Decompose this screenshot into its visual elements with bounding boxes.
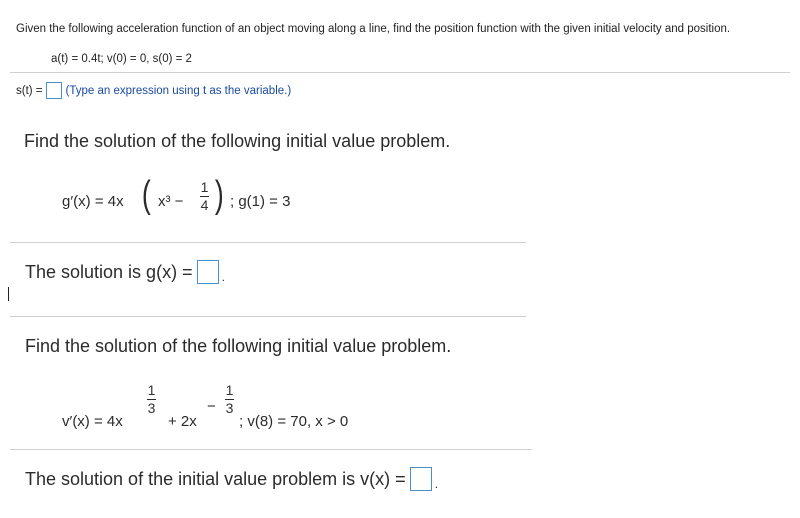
problem3-heading: Find the solution of the following initial value problem.: [25, 336, 452, 356]
problem3-answer-suffix: .: [434, 477, 439, 491]
exponent2-sign: −: [207, 398, 216, 415]
left-paren: (: [141, 174, 151, 216]
exponent1-denominator: 3: [147, 400, 156, 416]
problem3-answer-label: The solution of the initial value problem is v(x) =: [25, 468, 406, 489]
problem3-answer-box[interactable]: [410, 467, 432, 491]
problem2-eq-tail: ; g(1) = 3: [230, 193, 291, 210]
divider: [10, 316, 526, 317]
exponent1-numerator: 1: [147, 382, 156, 398]
problem2-heading: Find the solution of the following initial value problem.: [24, 131, 451, 151]
problem2-answer-box[interactable]: [197, 260, 219, 284]
problem2-answer-suffix: .: [221, 270, 225, 284]
problem1-answer-row: [16, 82, 291, 99]
problem3-eq-part2: + 2x: [168, 413, 197, 430]
right-paren: ): [214, 174, 224, 216]
problem3-exponent1: [147, 383, 156, 416]
problem2-fraction: [200, 180, 209, 213]
divider: [10, 449, 532, 450]
problem1-given: a(t) = 0.4t; v(0) = 0, s(0) = 2: [51, 53, 192, 65]
problem3-answer-row: [25, 467, 438, 491]
problem1-answer-label: s(t) =: [16, 84, 43, 97]
problem3-eq-part1: v′(x) = 4x: [62, 413, 123, 430]
problem2-answer-label: The solution is g(x) =: [25, 261, 193, 282]
exponent2-denominator: 3: [225, 400, 234, 416]
fraction-denominator: 4: [200, 197, 209, 213]
problem1-answer-box[interactable]: [46, 82, 62, 99]
divider: [10, 72, 790, 73]
divider: [10, 242, 526, 243]
exponent2-numerator: 1: [225, 382, 234, 398]
problem1-hint: (Type an expression using t as the variable.): [65, 84, 292, 97]
problem3-eq-tail: ; v(8) = 70, x > 0: [239, 413, 349, 430]
fraction-numerator: 1: [200, 179, 209, 195]
problem2-eq-x3: x³ −: [158, 193, 184, 210]
text-cursor: [8, 287, 9, 301]
problem2-answer-row: [25, 260, 225, 284]
problem1-instruction: Given the following acceleration function of an object moving along a line, find the position function with the given initial velocity and position.: [16, 23, 731, 35]
problem3-exponent2: [225, 383, 234, 416]
problem2-eq-lhs: g′(x) = 4x: [62, 193, 124, 210]
